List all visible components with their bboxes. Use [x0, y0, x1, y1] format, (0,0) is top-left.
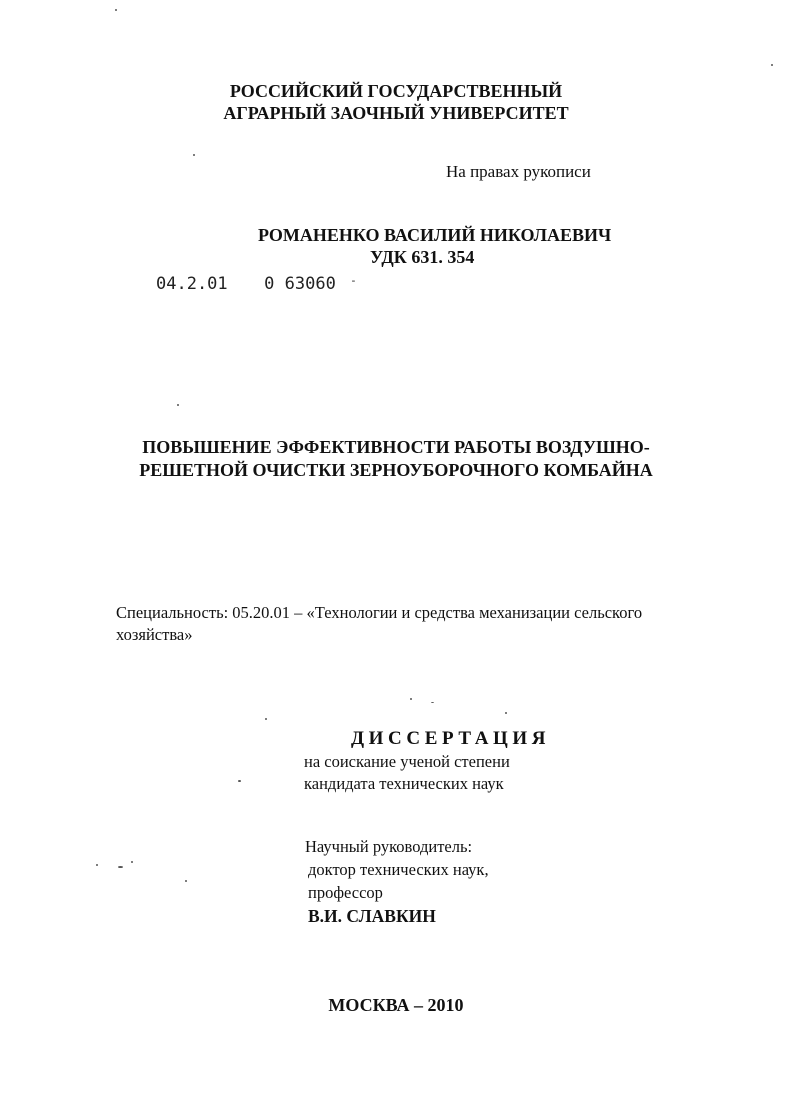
university-name [0, 80, 792, 124]
author-name: РОМАНЕНКО ВАСИЛИЙ НИКОЛАЕВИЧ [258, 225, 612, 245]
scan-speck [410, 698, 412, 700]
supervisor-rank: профессор [308, 883, 383, 902]
registry-stamp [156, 274, 357, 294]
supervisor-label: Научный руководитель: [305, 837, 473, 856]
scan-speck [177, 404, 179, 406]
city-year: МОСКВА – 2010 [328, 995, 464, 1015]
rights-note: На правах рукописи [446, 162, 591, 181]
thesis-title [0, 436, 792, 482]
specialty-line-2: хозяйства» [116, 625, 193, 644]
dissertation-heading: ДИССЕРТАЦИЯ [351, 728, 551, 749]
scan-speck [238, 780, 241, 782]
scan-speck [118, 866, 123, 868]
udc-code: УДК 631. 354 [370, 247, 475, 267]
stamp-mark: - [350, 274, 357, 287]
dissertation-line-1: на соискание ученой степени [304, 752, 510, 771]
dissertation-line-2: кандидата технических наук [304, 774, 504, 793]
thesis-title-line-2: РЕШЕТНОЙ ОЧИСТКИ ЗЕРНОУБОРОЧНОГО КОМБАЙНА [139, 460, 653, 480]
scan-speck [771, 64, 773, 66]
scan-speck [505, 712, 507, 714]
specialty-line-1: Специальность: 05.20.01 – «Технологии и средства механизации сельского [116, 603, 643, 622]
author-block [258, 224, 611, 268]
scan-speck [193, 154, 195, 156]
scan-speck [185, 880, 187, 882]
university-line-2: АГРАРНЫЙ ЗАОЧНЫЙ УНИВЕРСИТЕТ [223, 103, 569, 123]
scan-speck [265, 718, 267, 720]
supervisor-block [305, 835, 489, 928]
supervisor-name: В.И. СЛАВКИН [308, 906, 436, 926]
thesis-title-line-1: ПОВЫШЕНИЕ ЭФФЕКТИВНОСТИ РАБОТЫ ВОЗДУШНО- [142, 437, 650, 457]
scan-speck [431, 702, 434, 703]
stamp-part-2: 0 63060 [264, 274, 336, 294]
university-line-1: РОССИЙСКИЙ ГОСУДАРСТВЕННЫЙ [229, 81, 563, 101]
specialty [116, 602, 746, 646]
supervisor-degree: доктор технических наук, [308, 860, 489, 879]
stamp-part-1: 04.2.01 [156, 274, 228, 294]
scan-speck [115, 9, 117, 11]
scan-speck [131, 861, 133, 863]
dissertation-degree [304, 751, 510, 795]
scan-speck [96, 864, 98, 866]
